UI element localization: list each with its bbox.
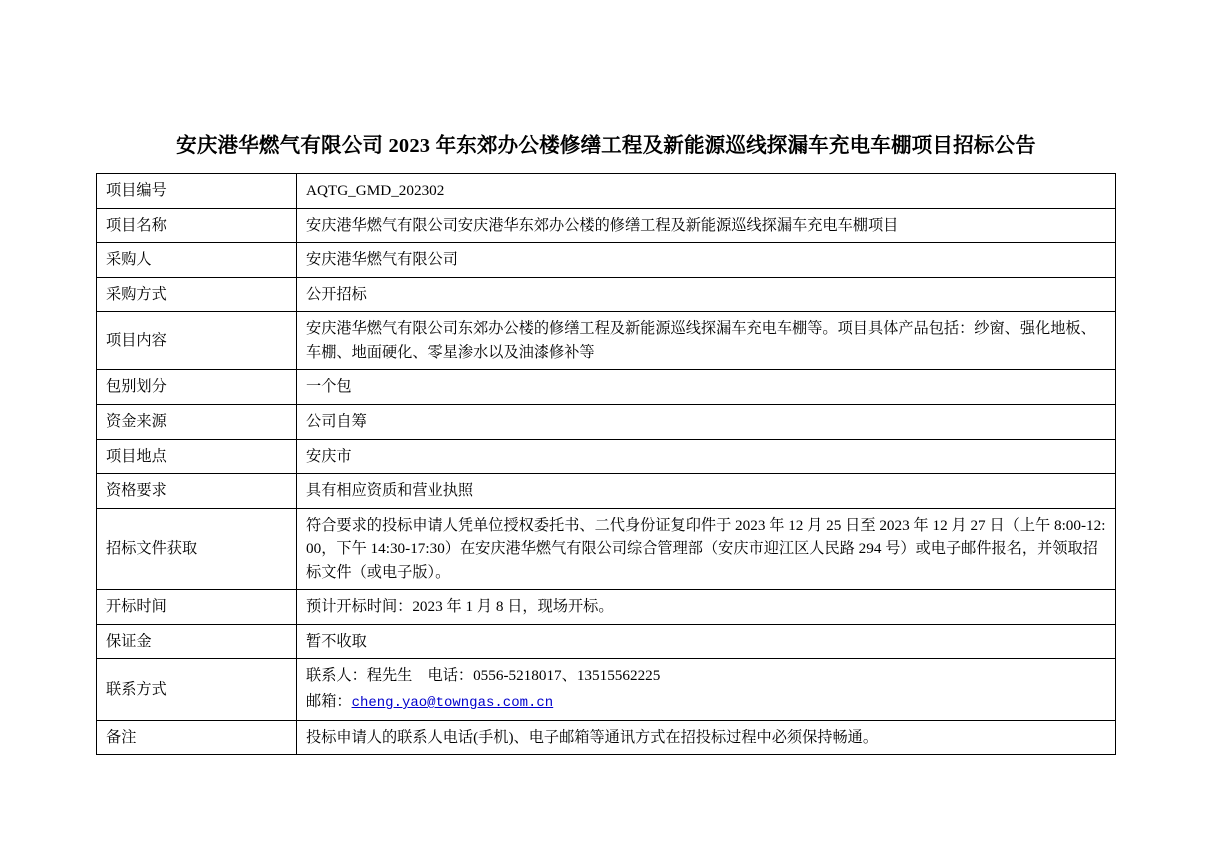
table-row: [97, 243, 1116, 278]
row-value-qualification: 具有相应资质和营业执照: [297, 474, 1116, 509]
row-label-package-division: 包别划分: [97, 370, 297, 405]
row-label-purchase-method: 采购方式: [97, 277, 297, 312]
row-label-project-number: 项目编号: [97, 174, 297, 209]
row-value-project-content: 安庆港华燃气有限公司东郊办公楼的修缮工程及新能源巡线探漏车充电车棚等。项目具体产品包括：纱窗、强化地板、车棚、地面硬化、零星渗水以及油漆修补等: [297, 312, 1116, 370]
row-value-funding-source: 公司自筹: [297, 404, 1116, 439]
row-label-deposit: 保证金: [97, 624, 297, 659]
table-row: [97, 404, 1116, 439]
table-row: [97, 624, 1116, 659]
row-label-project-content: 项目内容: [97, 312, 297, 370]
contact-person-line: 联系人：程先生 电话：0556-5218017、13515562225: [306, 667, 661, 685]
table-row: [97, 720, 1116, 755]
row-value-purchase-method: 公开招标: [297, 277, 1116, 312]
row-value-remarks: 投标申请人的联系人电话(手机)、电子邮箱等通讯方式在招投标过程中必须保持畅通。: [297, 720, 1116, 755]
row-value-project-location: 安庆市: [297, 439, 1116, 474]
row-value-bid-opening-time: 预计开标时间：2023 年 1 月 8 日，现场开标。: [297, 590, 1116, 625]
row-label-project-location: 项目地点: [97, 439, 297, 474]
page-title: 安庆港华燃气有限公司 2023 年东郊办公楼修缮工程及新能源巡线探漏车充电车棚项目招标公告: [176, 135, 1036, 157]
table-row: [97, 508, 1116, 590]
row-label-funding-source: 资金来源: [97, 404, 297, 439]
row-value-project-number: AQTG_GMD_202302: [297, 174, 1116, 209]
row-value-purchaser: 安庆港华燃气有限公司: [297, 243, 1116, 278]
contact-email-label: 邮箱：: [306, 693, 352, 710]
row-label-remarks: 备注: [97, 720, 297, 755]
table-row: [97, 370, 1116, 405]
row-value-project-name: 安庆港华燃气有限公司安庆港华东郊办公楼的修缮工程及新能源巡线探漏车充电车棚项目: [297, 208, 1116, 243]
row-label-project-name: 项目名称: [97, 208, 297, 243]
row-value-deposit: 暂不收取: [297, 624, 1116, 659]
contact-email-link[interactable]: cheng.yao@towngas.com.cn: [351, 695, 554, 711]
table-row: [97, 659, 1116, 720]
table-row: [97, 474, 1116, 509]
table-row: [97, 174, 1116, 209]
row-value-package-division: 一个包: [297, 370, 1116, 405]
row-value-document-acquisition: 符合要求的投标申请人凭单位授权委托书、二代身份证复印件于 2023 年 12 月 25 日至 2023 年 12 月 27 日（上午 8:00-12:00，下午 14:30-17:30）在安庆港华燃气有限公司综合管理部（安庆市迎江区人民路 294 号）或电子邮件报名，并领取招标文件（或电子版）。: [297, 508, 1116, 590]
row-label-qualification: 资格要求: [97, 474, 297, 509]
row-value-contact: [297, 659, 1116, 720]
row-label-contact: 联系方式: [97, 659, 297, 720]
table-row: [97, 208, 1116, 243]
contact-email-line: [306, 690, 1107, 715]
table-row: [97, 439, 1116, 474]
row-label-purchaser: 采购人: [97, 243, 297, 278]
row-label-bid-opening-time: 开标时间: [97, 590, 297, 625]
table-row: [97, 590, 1116, 625]
table-row: [97, 312, 1116, 370]
row-label-document-acquisition: 招标文件获取: [97, 508, 297, 590]
table-row: [97, 277, 1116, 312]
project-info-table: [96, 173, 1116, 755]
